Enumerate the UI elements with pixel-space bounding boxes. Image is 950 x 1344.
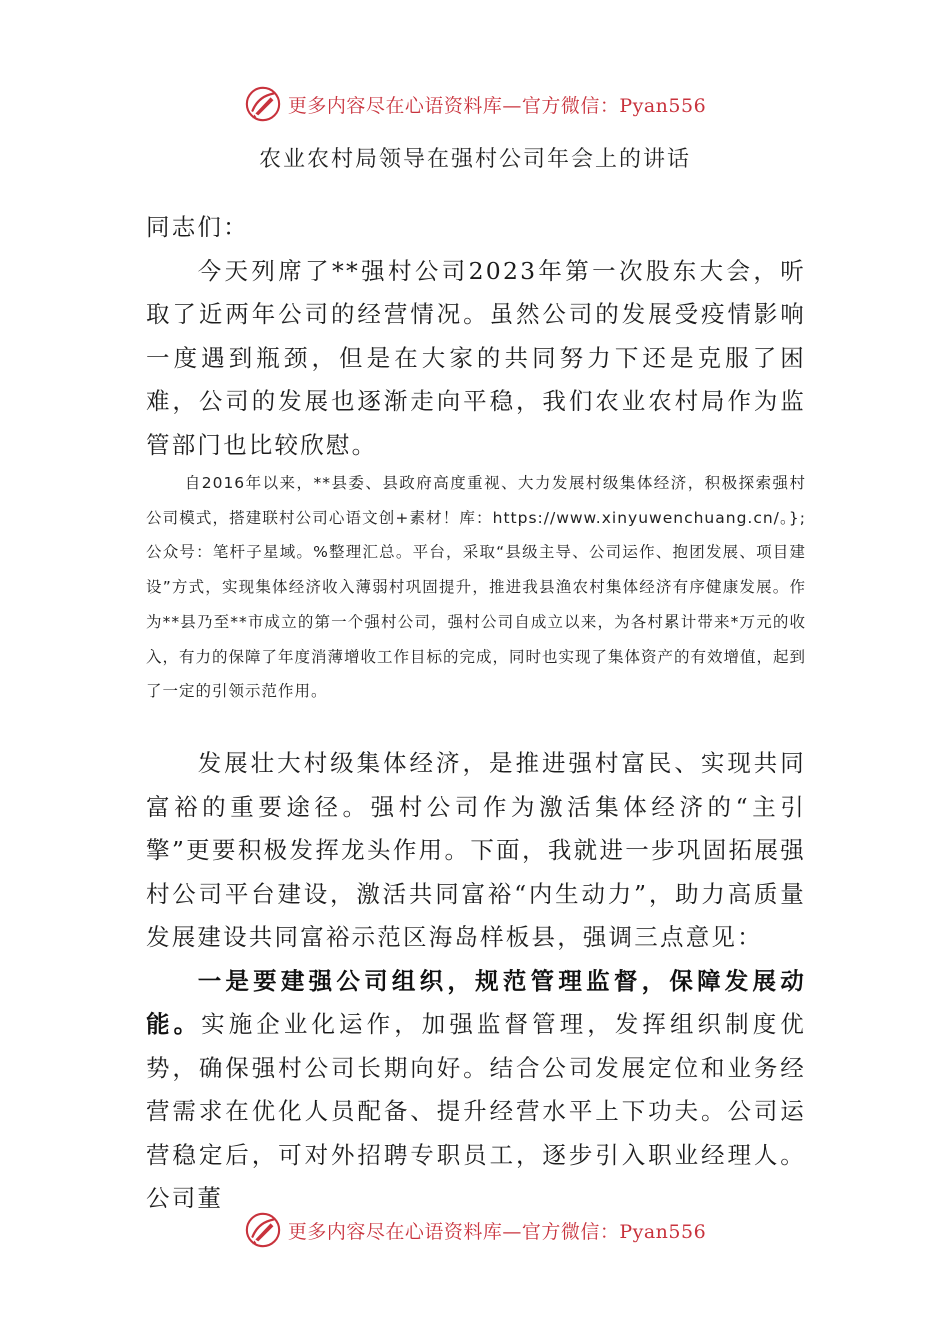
point-1-paragraph: [146, 960, 806, 1221]
document-title: 农业农村局领导在强村公司年会上的讲话: [258, 147, 691, 172]
salutation: 同志们：: [146, 213, 249, 241]
document-body: [146, 206, 806, 467]
header-banner: [0, 84, 950, 124]
banner-text: 更多内容尽在心语资料库—官方微信：Pyan556: [287, 1220, 707, 1243]
paragraph-1: 今天列席了**强村公司2023年第一次股东大会，听取了近两年公司的经营情况。虽然公司的发展受疫情影响一度遇到瓶颈，但是在大家的共同努力下还是克服了困难，公司的发展也逐渐走向平稳，我们农业农村局作为监管部门也比较欣慰。: [146, 256, 806, 459]
point-1-heading: 一是要建强公司组织，规范管理监督，保障发展动能。: [146, 966, 806, 1038]
pen-logo-icon: [244, 1211, 282, 1249]
small-text-block: [146, 466, 806, 709]
pen-logo-icon: [244, 85, 282, 123]
banner-text: 更多内容尽在心语资料库—官方微信：Pyan556: [287, 94, 707, 117]
document-body-continued: [146, 742, 806, 1221]
point-1-body: 实施企业化运作，加强监督管理，发挥组织制度优势，确保强村公司长期向好。结合公司发展定位和业务经营需求在优化人员配备、提升经营水平上下功夫。公司运营稳定后，可对外招聘专职员工，逐步引入职业经理人。公司董: [146, 1010, 806, 1212]
paragraph-2: 自2016年以来，**县委、县政府高度重视、大力发展村级集体经济，积极探索强村公司模式，搭建联村公司心语文创+素材！库：https://www.xinyuwenchuang.cn/。};公众号：笔杆子星域。%整理汇总。平台，采取“县级主导、公司运作、抱团发展、项目建设”方式，实现集体经济收入薄弱村巩固提升，推进我县渔农村集体经济有序健康发展。作为**县乃至**市成立的第一个强村公司，强村公司自成立以来，为各村累计带来*万元的收入，有力的保障了年度消薄增收工作目标的完成，同时也实现了集体资产的有效增值，起到了一定的引领示范作用。: [146, 474, 807, 701]
paragraph-3: 发展壮大村级集体经济，是推进强村富民、实现共同富裕的重要途径。强村公司作为激活集体经济的“主引擎”更要积极发挥龙头作用。下面，我就进一步巩固拓展强村公司平台建设，激活共同富裕“内生动力”，助力高质量发展建设共同富裕示范区海岛样板县，强调三点意见：: [146, 749, 806, 951]
footer-banner: [0, 1210, 950, 1250]
